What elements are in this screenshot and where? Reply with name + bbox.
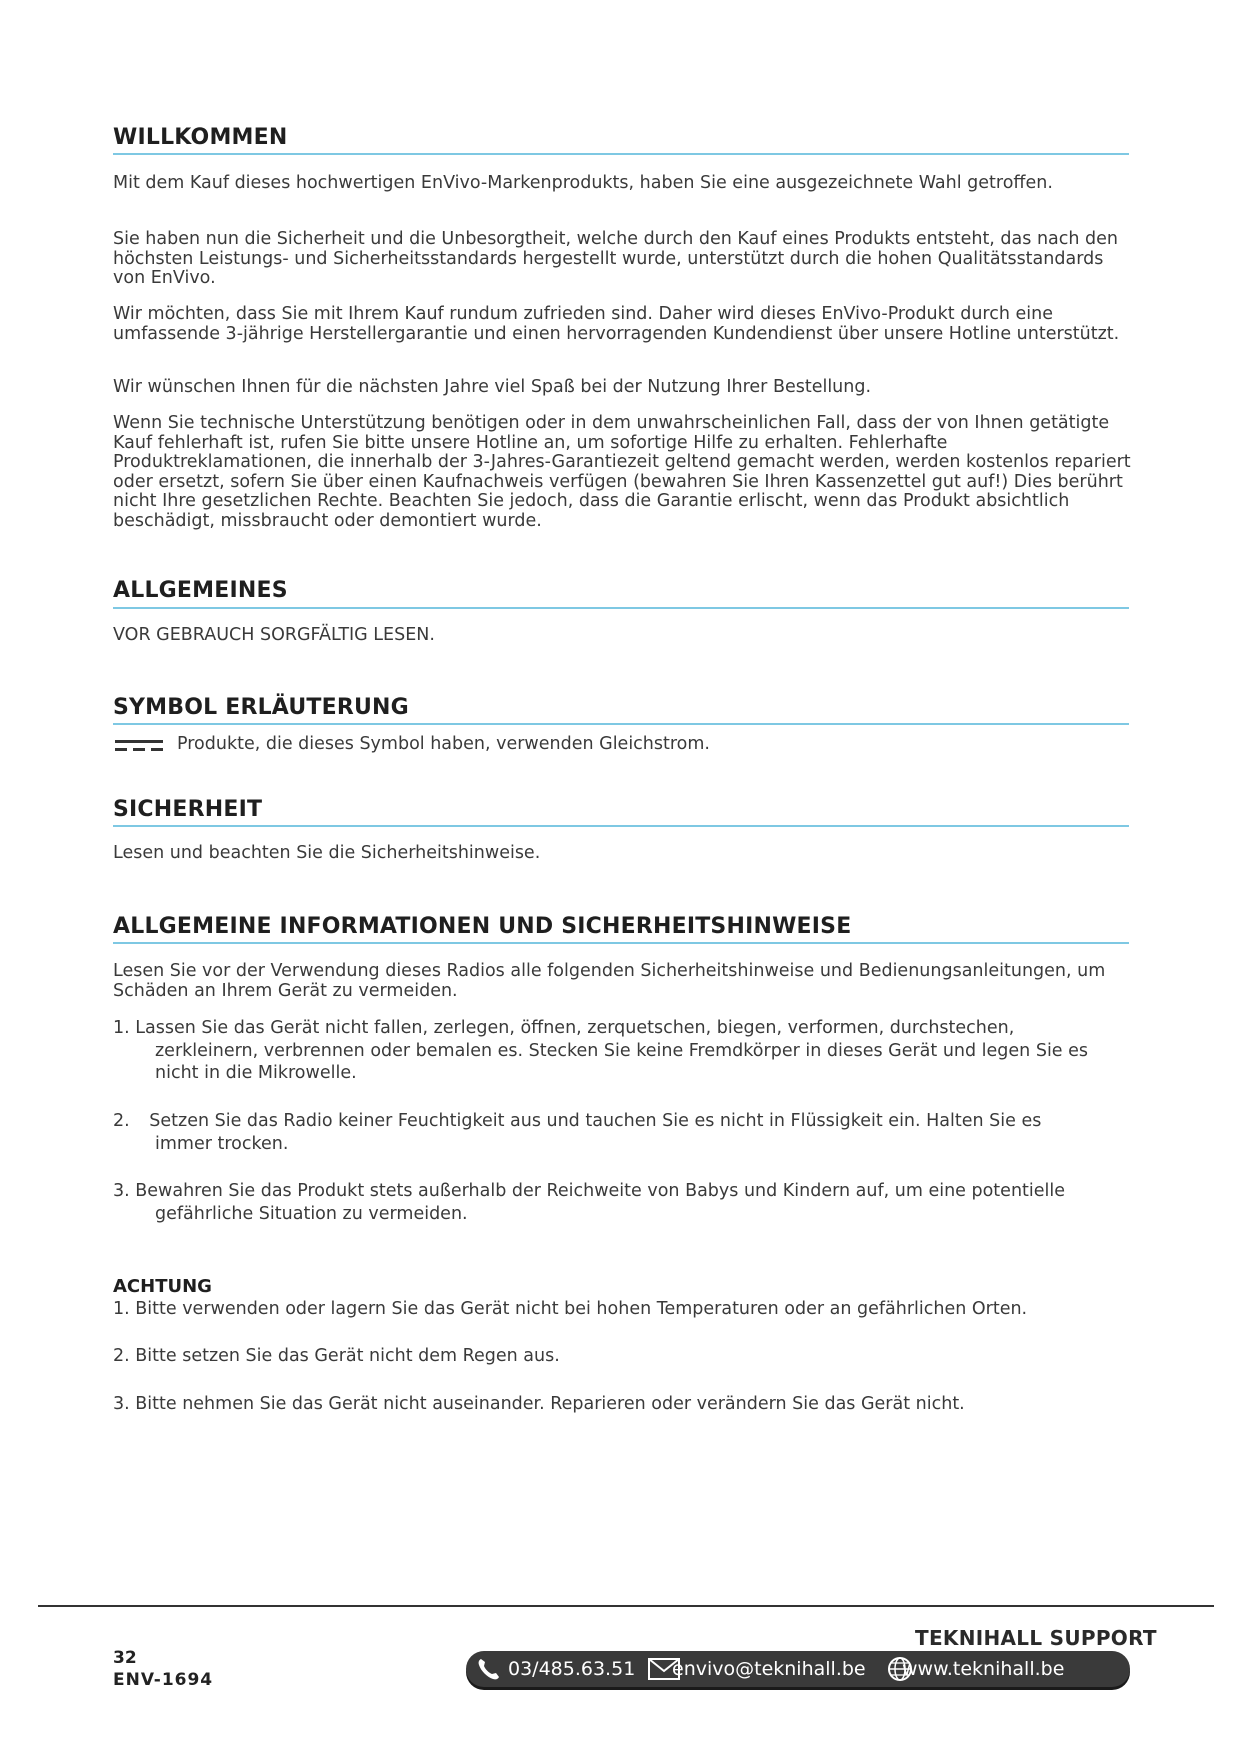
paragraph-allgemeines: VOR GEBRAUCH SORGFÄLTIG LESEN.	[113, 625, 435, 645]
footer-rule	[38, 1605, 1214, 1607]
list-item-text-continuation: zerkleinern, verbrennen oder bemalen es. Stecken Sie keine Fremdkörper in dieses Gerät und legen Sie es nicht in die Mikrowelle.	[155, 1040, 1089, 1083]
list-item-text: Setzen Sie das Radio keiner Feuchtigkeit aus und tauchen Sie es nicht in Flüssigkeit ein. Halten Sie es	[149, 1111, 1042, 1131]
list-item-number: 2.	[113, 1111, 130, 1131]
list-item	[113, 1110, 1123, 1155]
section-rule	[113, 942, 1129, 944]
list-item-text: Bitte nehmen Sie das Gerät nicht auseinander. Reparieren oder verändern Sie das Gerät nicht.	[135, 1394, 965, 1414]
section-title-allgemeines: ALLGEMEINES	[113, 578, 288, 603]
support-contact-bar	[466, 1651, 1130, 1687]
section-title-allgemeine-informationen: ALLGEMEINE INFORMATIONEN UND SICHERHEITSHINWEISE	[113, 914, 852, 939]
paragraph-willkommen-3: Wir möchten, dass Sie mit Ihrem Kauf rundum zufrieden sind. Daher wird dieses EnVivo-Produkt durch eine umfassende 3-jährige Herstellergarantie und einen hervorragenden Kundendienst über unsere Hotline unterstützt.	[113, 304, 1120, 344]
caution-heading: ACHTUNG	[113, 1276, 212, 1297]
list-item	[113, 1345, 1123, 1368]
list-item-number: 1.	[113, 1299, 130, 1319]
list-item-number: 3.	[113, 1181, 130, 1201]
list-item-text-continuation: gefährliche Situation zu vermeiden.	[155, 1203, 468, 1224]
paragraph-allgemeine-informationen: Lesen Sie vor der Verwendung dieses Radios alle folgenden Sicherheitshinweise und Bedienungsanleitungen, um Schäden an Ihrem Gerät zu vermeiden.	[113, 961, 1106, 1001]
list-item	[113, 1017, 1123, 1085]
list-item-number: 1.	[113, 1018, 130, 1038]
list-item-text: Bitte setzen Sie das Gerät nicht dem Regen aus.	[135, 1346, 560, 1366]
list-item	[113, 1298, 1123, 1321]
section-title-willkommen: WILLKOMMEN	[113, 125, 288, 150]
list-item-text-continuation: immer trocken.	[155, 1133, 289, 1154]
support-title: TEKNIHALL SUPPORT	[915, 1626, 1157, 1650]
section-rule	[113, 153, 1129, 155]
list-item-number: 2.	[113, 1346, 130, 1366]
paragraph-willkommen-5: Wenn Sie technische Unterstützung benötigen oder in dem unwahrscheinlichen Fall, dass der von Ihnen getätigte Kauf fehlerhaft ist, rufen Sie bitte unsere Hotline an, um sofortige Hilfe zu erhalten. Fehlerhafte Produktreklamationen, die innerhalb der 3-Jahres-Garantiezeit geltend gemacht werden, werden kostenlos repariert oder ersetzt, sofern Sie über einen Kaufnachweis verfügen (bewahren Sie Ihren Kassenzettel gut auf!) Dies berührt nicht Ihre gesetzlichen Rechte. Beachten Sie jedoch, dass die Garantie erlischt, wenn das Produkt absichtlich beschädigt, missbraucht oder demontiert wurde.	[113, 413, 1131, 531]
list-item	[113, 1180, 1123, 1225]
paragraph-willkommen-2: Sie haben nun die Sicherheit und die Unbesorgtheit, welche durch den Kauf eines Produkts entsteht, das nach den höchsten Leistungs- und Sicherheitsstandards hergestellt wurde, unterstützt durch die hohen Qualitätsstandards von EnVivo.	[113, 229, 1119, 288]
paragraph-sicherheit: Lesen und beachten Sie die Sicherheitshinweise.	[113, 843, 541, 863]
section-title-symbol: SYMBOL ERLÄUTERUNG	[113, 695, 409, 720]
page-number: 32	[113, 1648, 137, 1668]
section-title-sicherheit: SICHERHEIT	[113, 797, 263, 822]
support-website[interactable]: www.teknihall.be	[902, 1658, 1065, 1680]
paragraph-willkommen-1: Mit dem Kauf dieses hochwertigen EnVivo-Markenprodukts, haben Sie eine ausgezeichnete Wahl getroffen.	[113, 173, 1053, 193]
list-item-number: 3.	[113, 1394, 130, 1414]
dc-current-icon	[115, 740, 163, 752]
support-phone[interactable]: 03/485.63.51	[508, 1658, 636, 1680]
section-rule	[113, 723, 1129, 725]
list-item-text: Bitte verwenden oder lagern Sie das Gerät nicht bei hohen Temperaturen oder an gefährlichen Orten.	[135, 1299, 1028, 1319]
paragraph-willkommen-4: Wir wünschen Ihnen für die nächsten Jahre viel Spaß bei der Nutzung Ihrer Bestellung.	[113, 377, 872, 397]
model-number: ENV-1694	[113, 1670, 214, 1690]
list-item-text: Lassen Sie das Gerät nicht fallen, zerlegen, öffnen, zerquetschen, biegen, verformen, durchstechen,	[135, 1018, 1015, 1038]
phone-icon	[476, 1657, 502, 1686]
section-rule	[113, 825, 1129, 827]
support-email[interactable]: envivo@teknihall.be	[672, 1658, 866, 1680]
list-item-text: Bewahren Sie das Produkt stets außerhalb der Reichweite von Babys und Kindern auf, um eine potentielle	[135, 1181, 1066, 1201]
paragraph-symbol: Produkte, die dieses Symbol haben, verwenden Gleichstrom.	[177, 734, 710, 754]
section-rule	[113, 607, 1129, 609]
list-item	[113, 1393, 1123, 1416]
